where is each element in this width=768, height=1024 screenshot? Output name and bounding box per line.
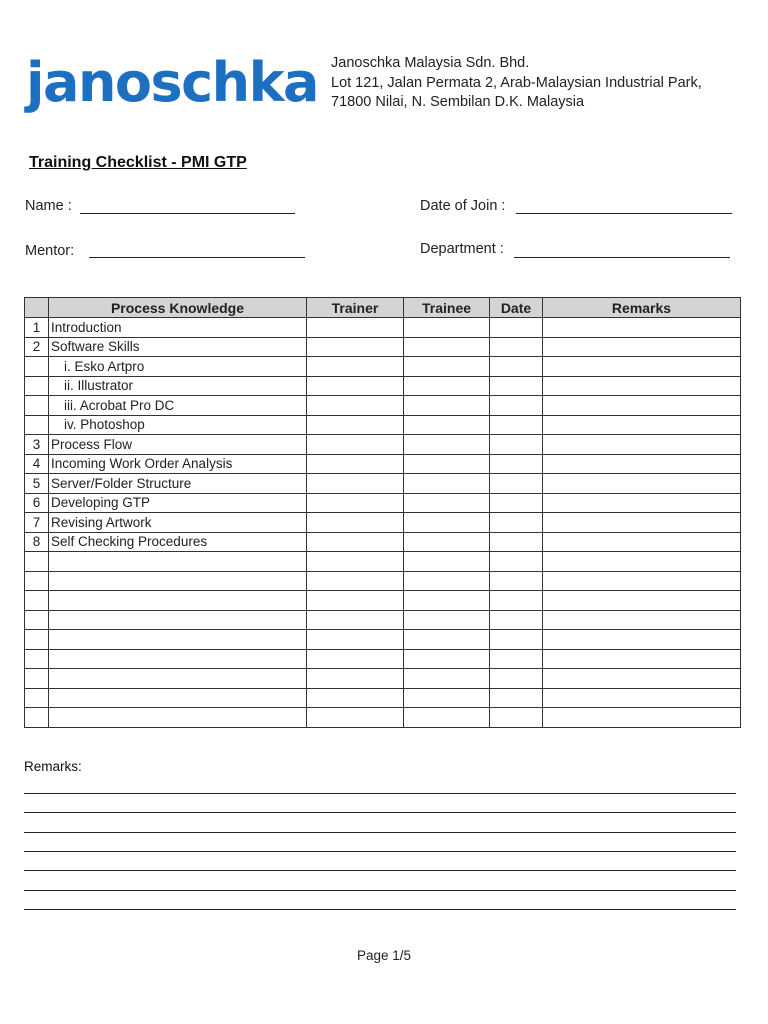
trainer-cell[interactable] <box>307 669 404 689</box>
trainer-cell[interactable] <box>307 610 404 630</box>
row-number-cell: 2 <box>25 337 49 357</box>
table-row <box>25 337 741 357</box>
process-item-cell: Revising Artwork <box>49 513 307 533</box>
trainer-cell[interactable] <box>307 415 404 435</box>
process-item-cell <box>49 669 307 689</box>
remarks-line[interactable] <box>24 832 736 833</box>
remarks-cell[interactable] <box>543 357 741 377</box>
trainee-cell[interactable] <box>404 708 490 728</box>
table-row <box>25 435 741 455</box>
department-field-line[interactable] <box>514 257 730 258</box>
trainee-cell[interactable] <box>404 318 490 338</box>
row-number-cell <box>25 571 49 591</box>
name-field-label: Name : <box>25 198 72 214</box>
date-cell[interactable] <box>490 552 543 572</box>
row-number-cell: 6 <box>25 493 49 513</box>
date-cell[interactable] <box>490 532 543 552</box>
process-item-cell <box>49 552 307 572</box>
row-number-cell <box>25 396 49 416</box>
address-line-company: Janoschka Malaysia Sdn. Bhd. <box>331 55 530 71</box>
date-cell[interactable] <box>490 630 543 650</box>
table-row <box>25 318 741 338</box>
trainee-cell[interactable] <box>404 532 490 552</box>
address-line-city: 71800 Nilai, N. Sembilan D.K. Malaysia <box>331 94 585 110</box>
remarks-cell[interactable] <box>543 591 741 611</box>
date-cell[interactable] <box>490 591 543 611</box>
table-row <box>25 591 741 611</box>
table-row <box>25 610 741 630</box>
column-header-remarks: Remarks <box>543 298 741 318</box>
remarks-cell[interactable] <box>543 688 741 708</box>
remarks-cell[interactable] <box>543 513 741 533</box>
table-row <box>25 532 741 552</box>
remarks-line[interactable] <box>24 890 736 891</box>
row-number-cell <box>25 669 49 689</box>
remarks-cell[interactable] <box>543 708 741 728</box>
trainer-cell[interactable] <box>307 571 404 591</box>
row-number-cell: 7 <box>25 513 49 533</box>
trainer-cell[interactable] <box>307 337 404 357</box>
row-number-cell: 4 <box>25 454 49 474</box>
remarks-cell[interactable] <box>543 415 741 435</box>
table-row <box>25 357 741 377</box>
date-cell[interactable] <box>490 454 543 474</box>
company-address <box>331 54 702 113</box>
trainer-cell[interactable] <box>307 688 404 708</box>
trainee-cell[interactable] <box>404 474 490 494</box>
table-row <box>25 649 741 669</box>
table-row <box>25 513 741 533</box>
trainee-cell[interactable] <box>404 649 490 669</box>
trainee-cell[interactable] <box>404 396 490 416</box>
process-item-cell: Self Checking Procedures <box>49 532 307 552</box>
remarks-cell[interactable] <box>543 669 741 689</box>
date-cell[interactable] <box>490 396 543 416</box>
row-number-cell <box>25 357 49 377</box>
row-number-cell <box>25 649 49 669</box>
date-cell[interactable] <box>490 571 543 591</box>
date-cell[interactable] <box>490 513 543 533</box>
mentor-field-label: Mentor: <box>25 243 75 259</box>
process-item-cell: ii. Illustrator <box>49 376 307 396</box>
process-item-cell <box>49 688 307 708</box>
trainer-cell[interactable] <box>307 474 404 494</box>
table-row <box>25 571 741 591</box>
date-cell[interactable] <box>490 493 543 513</box>
process-item-cell: iii. Acrobat Pro DC <box>49 396 307 416</box>
row-number-cell <box>25 610 49 630</box>
trainer-cell[interactable] <box>307 318 404 338</box>
trainer-cell[interactable] <box>307 376 404 396</box>
trainee-cell[interactable] <box>404 610 490 630</box>
trainer-cell[interactable] <box>307 552 404 572</box>
table-row <box>25 376 741 396</box>
remarks-cell[interactable] <box>543 649 741 669</box>
remarks-line[interactable] <box>24 812 736 813</box>
table-row <box>25 396 741 416</box>
trainee-cell[interactable] <box>404 688 490 708</box>
date-cell[interactable] <box>490 610 543 630</box>
row-number-cell: 5 <box>25 474 49 494</box>
process-item-cell <box>49 708 307 728</box>
row-number-cell <box>25 376 49 396</box>
trainer-cell[interactable] <box>307 649 404 669</box>
remarks-cell[interactable] <box>543 435 741 455</box>
table-row <box>25 552 741 572</box>
table-body <box>25 318 741 728</box>
date-cell[interactable] <box>490 435 543 455</box>
date-cell[interactable] <box>490 669 543 689</box>
date-cell[interactable] <box>490 688 543 708</box>
process-item-cell: Process Flow <box>49 435 307 455</box>
remarks-cell[interactable] <box>543 630 741 650</box>
remarks-cell[interactable] <box>543 376 741 396</box>
column-header-date: Date <box>490 298 543 318</box>
process-item-cell: iv. Photoshop <box>49 415 307 435</box>
row-number-cell <box>25 688 49 708</box>
trainee-cell[interactable] <box>404 415 490 435</box>
row-number-cell <box>25 415 49 435</box>
remarks-line[interactable] <box>24 851 736 852</box>
table-row <box>25 454 741 474</box>
remarks-cell[interactable] <box>543 532 741 552</box>
remarks-cell[interactable] <box>543 454 741 474</box>
table-row <box>25 669 741 689</box>
remarks-line[interactable] <box>24 909 736 910</box>
trainer-cell[interactable] <box>307 708 404 728</box>
process-item-cell <box>49 630 307 650</box>
page-title: Training Checklist - PMI GTP <box>29 154 247 171</box>
table-row <box>25 474 741 494</box>
trainer-cell[interactable] <box>307 454 404 474</box>
row-number-cell <box>25 552 49 572</box>
column-header-process-knowledge: Process Knowledge <box>49 298 307 318</box>
process-item-cell <box>49 591 307 611</box>
trainee-cell[interactable] <box>404 454 490 474</box>
company-logo: janoschka <box>26 51 318 114</box>
process-item-cell: Developing GTP <box>49 493 307 513</box>
date-cell[interactable] <box>490 337 543 357</box>
trainee-cell[interactable] <box>404 571 490 591</box>
date-cell[interactable] <box>490 649 543 669</box>
trainer-cell[interactable] <box>307 435 404 455</box>
table-header-row <box>25 298 741 318</box>
table-row <box>25 688 741 708</box>
process-item-cell: i. Esko Artpro <box>49 357 307 377</box>
date-of-join-field-line[interactable] <box>516 213 732 214</box>
process-item-cell: Software Skills <box>49 337 307 357</box>
remarks-line[interactable] <box>24 870 736 871</box>
row-number-cell <box>25 708 49 728</box>
date-cell[interactable] <box>490 357 543 377</box>
trainee-cell[interactable] <box>404 669 490 689</box>
remarks-cell[interactable] <box>543 610 741 630</box>
row-number-cell: 1 <box>25 318 49 338</box>
date-of-join-field-label: Date of Join : <box>420 198 506 214</box>
date-cell[interactable] <box>490 318 543 338</box>
trainee-cell[interactable] <box>404 513 490 533</box>
trainer-cell[interactable] <box>307 532 404 552</box>
remarks-line[interactable] <box>24 793 736 794</box>
trainee-cell[interactable] <box>404 591 490 611</box>
date-cell[interactable] <box>490 708 543 728</box>
remarks-cell[interactable] <box>543 552 741 572</box>
remarks-cell[interactable] <box>543 571 741 591</box>
mentor-field-line[interactable] <box>89 257 305 258</box>
row-number-cell: 8 <box>25 532 49 552</box>
department-field-label: Department : <box>420 241 504 257</box>
column-header-trainee: Trainee <box>404 298 490 318</box>
trainer-cell[interactable] <box>307 591 404 611</box>
date-cell[interactable] <box>490 376 543 396</box>
trainer-cell[interactable] <box>307 630 404 650</box>
process-item-cell: Introduction <box>49 318 307 338</box>
process-item-cell <box>49 571 307 591</box>
column-header-trainer: Trainer <box>307 298 404 318</box>
trainer-cell[interactable] <box>307 513 404 533</box>
process-item-cell: Incoming Work Order Analysis <box>49 454 307 474</box>
trainer-cell[interactable] <box>307 357 404 377</box>
date-cell[interactable] <box>490 474 543 494</box>
trainee-cell[interactable] <box>404 552 490 572</box>
training-checklist-table <box>24 297 741 728</box>
trainee-cell[interactable] <box>404 376 490 396</box>
remarks-cell[interactable] <box>543 493 741 513</box>
trainee-cell[interactable] <box>404 357 490 377</box>
process-item-cell <box>49 610 307 630</box>
remarks-cell[interactable] <box>543 337 741 357</box>
remarks-label: Remarks: <box>24 759 82 774</box>
process-item-cell <box>49 649 307 669</box>
trainee-cell[interactable] <box>404 435 490 455</box>
trainee-cell[interactable] <box>404 493 490 513</box>
name-field-line[interactable] <box>80 213 295 214</box>
page-number: Page 1/5 <box>356 948 412 963</box>
row-number-cell: 3 <box>25 435 49 455</box>
row-number-cell <box>25 630 49 650</box>
process-item-cell: Server/Folder Structure <box>49 474 307 494</box>
trainee-cell[interactable] <box>404 630 490 650</box>
trainer-cell[interactable] <box>307 396 404 416</box>
remarks-cell[interactable] <box>543 396 741 416</box>
remarks-cell[interactable] <box>543 474 741 494</box>
column-header-number <box>25 298 49 318</box>
table-row <box>25 708 741 728</box>
trainer-cell[interactable] <box>307 493 404 513</box>
trainee-cell[interactable] <box>404 337 490 357</box>
address-line-street: Lot 121, Jalan Permata 2, Arab-Malaysian Industrial Park, <box>331 74 702 91</box>
table-row <box>25 415 741 435</box>
table-row <box>25 630 741 650</box>
table-row <box>25 493 741 513</box>
row-number-cell <box>25 591 49 611</box>
date-cell[interactable] <box>490 415 543 435</box>
remarks-cell[interactable] <box>543 318 741 338</box>
